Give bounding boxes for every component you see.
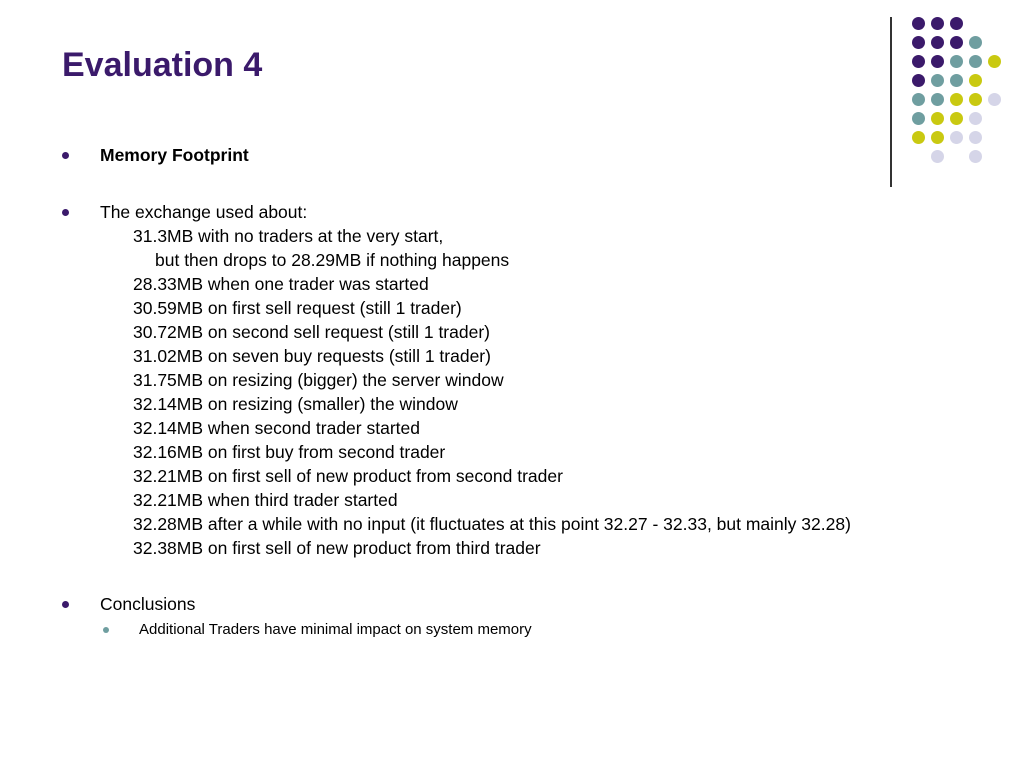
decor-dot-purple [931,36,944,49]
measurement-line: 31.75MB on resizing (bigger) the server window [133,370,504,390]
measurement-line: 30.72MB on second sell request (still 1 trader) [133,322,490,342]
decor-dot-lime [912,131,925,144]
decor-dot-teal [950,55,963,68]
decor-dot-purple [912,36,925,49]
decor-dot-lime [988,55,1001,68]
decor-dot-lavender [950,131,963,144]
slide-title: Evaluation 4 [62,46,263,84]
decor-dot-purple [950,17,963,30]
decor-dot-lavender [969,150,982,163]
decor-dot-lime [969,93,982,106]
decor-dot-teal [969,55,982,68]
decor-dot-lavender [931,150,944,163]
decor-dot-teal [912,112,925,125]
decor-dot-lime [969,74,982,87]
measurement-line: 30.59MB on first sell request (still 1 trader) [133,298,462,318]
measurement-line: 31.3MB with no traders at the very start, [133,226,444,246]
memory-heading: Memory Footprint [100,145,249,165]
decor-dot-lavender [969,131,982,144]
conclusions-heading: Conclusions [100,594,196,614]
title-divider [890,17,892,187]
sub-bullet-icon [103,627,109,633]
bullet-icon [62,601,69,608]
measurement-line: 32.38MB on first sell of new product from third trader [133,538,541,558]
decor-dot-lime [950,93,963,106]
decor-dot-purple [931,55,944,68]
decor-dot-purple [912,17,925,30]
measurement-line: 31.02MB on seven buy requests (still 1 trader) [133,346,491,366]
measurement-line: 32.28MB after a while with no input (it fluctuates at this point 32.27 - 32.33, but mainly 32.28) [133,514,851,534]
measurement-line: 32.21MB on first sell of new product from second trader [133,466,563,486]
decor-dot-purple [931,17,944,30]
exchange-intro: The exchange used about: [100,202,308,222]
decor-dot-teal [931,74,944,87]
measurement-line: 32.14MB when second trader started [133,418,420,438]
bullet-icon [62,152,69,159]
measurement-line: 32.21MB when third trader started [133,490,398,510]
measurement-line: 28.33MB when one trader was started [133,274,429,294]
decor-dot-lime [931,131,944,144]
measurement-line: 32.16MB on first buy from second trader [133,442,446,462]
decor-dot-purple [912,74,925,87]
decor-dot-teal [950,74,963,87]
conclusion-item: Additional Traders have minimal impact on system memory [139,621,532,638]
decor-dot-purple [950,36,963,49]
decor-dot-teal [969,36,982,49]
decor-dot-lime [931,112,944,125]
decor-dot-lavender [969,112,982,125]
decor-dot-teal [912,93,925,106]
decor-dot-lavender [988,93,1001,106]
decor-dot-purple [912,55,925,68]
measurement-line: 32.14MB on resizing (smaller) the window [133,394,458,414]
decor-dot-lime [950,112,963,125]
decor-dot-teal [931,93,944,106]
bullet-icon [62,209,69,216]
measurement-line: but then drops to 28.29MB if nothing happens [155,250,510,270]
